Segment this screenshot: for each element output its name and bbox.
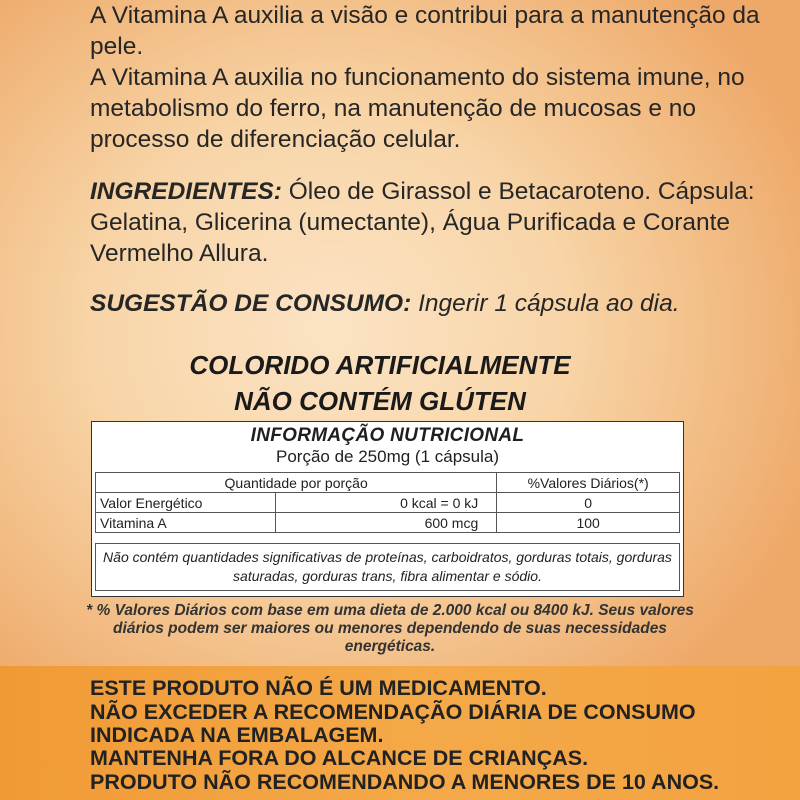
nutrition-portion: Porção de 250mg (1 cápsula) bbox=[275, 447, 500, 466]
warning-band bbox=[0, 666, 800, 800]
intro-paragraph-vision: A Vitamina A auxilia a visão e contribui para a manutenção da pele. bbox=[90, 2, 760, 60]
intro-paragraph-immune: A Vitamina A auxilia no funcionamento do sistema imune, no metabolismo do ferro, na manutenção de mucosas e no processo de diferenciação celular. bbox=[90, 64, 745, 153]
nutrient-daily-value: 0 bbox=[497, 493, 680, 513]
suggestion-section bbox=[90, 288, 780, 319]
nutrition-facts-table bbox=[91, 421, 684, 597]
nutrition-title: INFORMAÇÃO NUTRICIONAL bbox=[250, 425, 525, 446]
quantity-header: Quantidade por porção bbox=[96, 473, 497, 493]
nutrient-name: Valor Energético bbox=[96, 493, 276, 513]
warning-not-medicine: ESTE PRODUTO NÃO É UM MEDICAMENTO. bbox=[90, 676, 547, 700]
warning-age-restriction: PRODUTO NÃO RECOMENDANDO A MENORES DE 10 ANOS. bbox=[90, 770, 720, 794]
claim-artificial-color: COLORIDO ARTIFICIALMENTE bbox=[189, 350, 571, 380]
ingredients-label: INGREDIENTES: bbox=[90, 178, 282, 205]
table-row bbox=[96, 493, 680, 513]
nutrition-note: Não contém quantidades significativas de proteínas, carboidratos, gorduras totais, gorduras saturadas, gorduras trans, fibra alimentar e sódio. bbox=[95, 543, 680, 591]
warning-do-not-exceed: NÃO EXCEDER A RECOMENDAÇÃO DIÁRIA DE CONSUMO bbox=[90, 700, 696, 724]
daily-values-footnote: * % Valores Diários com base em uma dieta de 2.000 kcal ou 8400 kJ. Seus valores diários podem ser maiores ou menores dependendo de suas necessidades energéticas. bbox=[86, 602, 694, 655]
table-row bbox=[96, 513, 680, 533]
daily-values-header: %Valores Diários(*) bbox=[497, 473, 680, 493]
nutrient-amount: 0 kcal = 0 kJ bbox=[275, 493, 497, 513]
nutrient-daily-value: 100 bbox=[497, 513, 680, 533]
nutrient-amount: 600 mcg bbox=[275, 513, 497, 533]
ingredients-text: Óleo de Girassol e Betacaroteno. Cápsula: Gelatina, Glicerina (umectante), Água Purificada e Corante Vermelho Allura. bbox=[90, 178, 755, 267]
suggestion-text: Ingerir 1 cápsula ao dia. bbox=[418, 290, 680, 317]
suggestion-label: SUGESTÃO DE CONSUMO: bbox=[90, 290, 412, 317]
warning-keep-away-children: MANTENHA FORA DO ALCANCE DE CRIANÇAS. bbox=[90, 746, 589, 770]
nutrient-name: Vitamina A bbox=[96, 513, 276, 533]
nutrition-grid bbox=[95, 472, 680, 533]
claim-gluten-free: NÃO CONTÉM GLÚTEN bbox=[234, 386, 526, 416]
ingredients-section bbox=[90, 176, 780, 269]
nutrition-header-row bbox=[96, 473, 680, 493]
warning-indicated-package: INDICADA NA EMBALAGEM. bbox=[90, 723, 384, 747]
